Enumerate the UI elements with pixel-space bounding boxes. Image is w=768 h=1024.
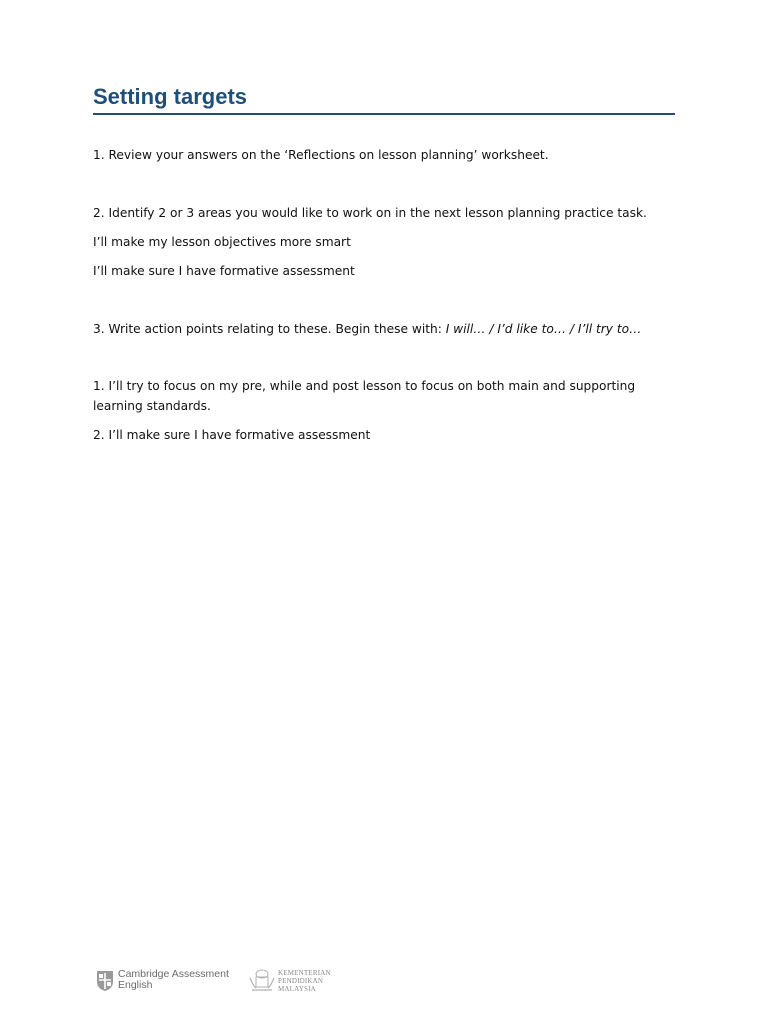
answer-objectives: I’ll make my lesson objectives more smart [93,235,351,249]
action-point-assessment: 2. I’ll make sure I have formative assessment [93,428,371,442]
instruction-review: 1. Review your answers on the ‘Reflections on lesson planning’ worksheet. [93,148,549,162]
cambridge-line-1: Cambridge Assessment [118,968,229,980]
page-title: Setting targets [93,84,248,109]
ministry-line-2: PENDIDIKAN [278,977,324,985]
ministry-logo [248,966,338,994]
ministry-line-3: MALAYSIA [278,985,316,993]
cambridge-shield-icon [96,970,114,992]
instruction-action-examples: I will… / I’d like to… / I’ll try to… [445,322,642,336]
instruction-action-text: 3. Write action points relating to these. Begin these with: [93,322,446,336]
title-underline [93,113,675,115]
answer-assessment: I’ll make sure I have formative assessment [93,264,355,278]
cambridge-line-2: English [118,979,153,991]
cambridge-text [118,969,229,991]
ministry-line-1: KEMENTERIAN [278,969,331,977]
action-point-focus: 1. I’ll try to focus on my pre, while and post lesson to focus on both main and supporting learning standards. [93,379,636,413]
ministry-crest-icon [248,968,276,992]
ministry-text [278,969,331,993]
instruction-identify: 2. Identify 2 or 3 areas you would like to work on in the next lesson planning practice task. [93,206,647,220]
cambridge-logo [96,968,236,994]
instruction-action-points [93,319,675,339]
